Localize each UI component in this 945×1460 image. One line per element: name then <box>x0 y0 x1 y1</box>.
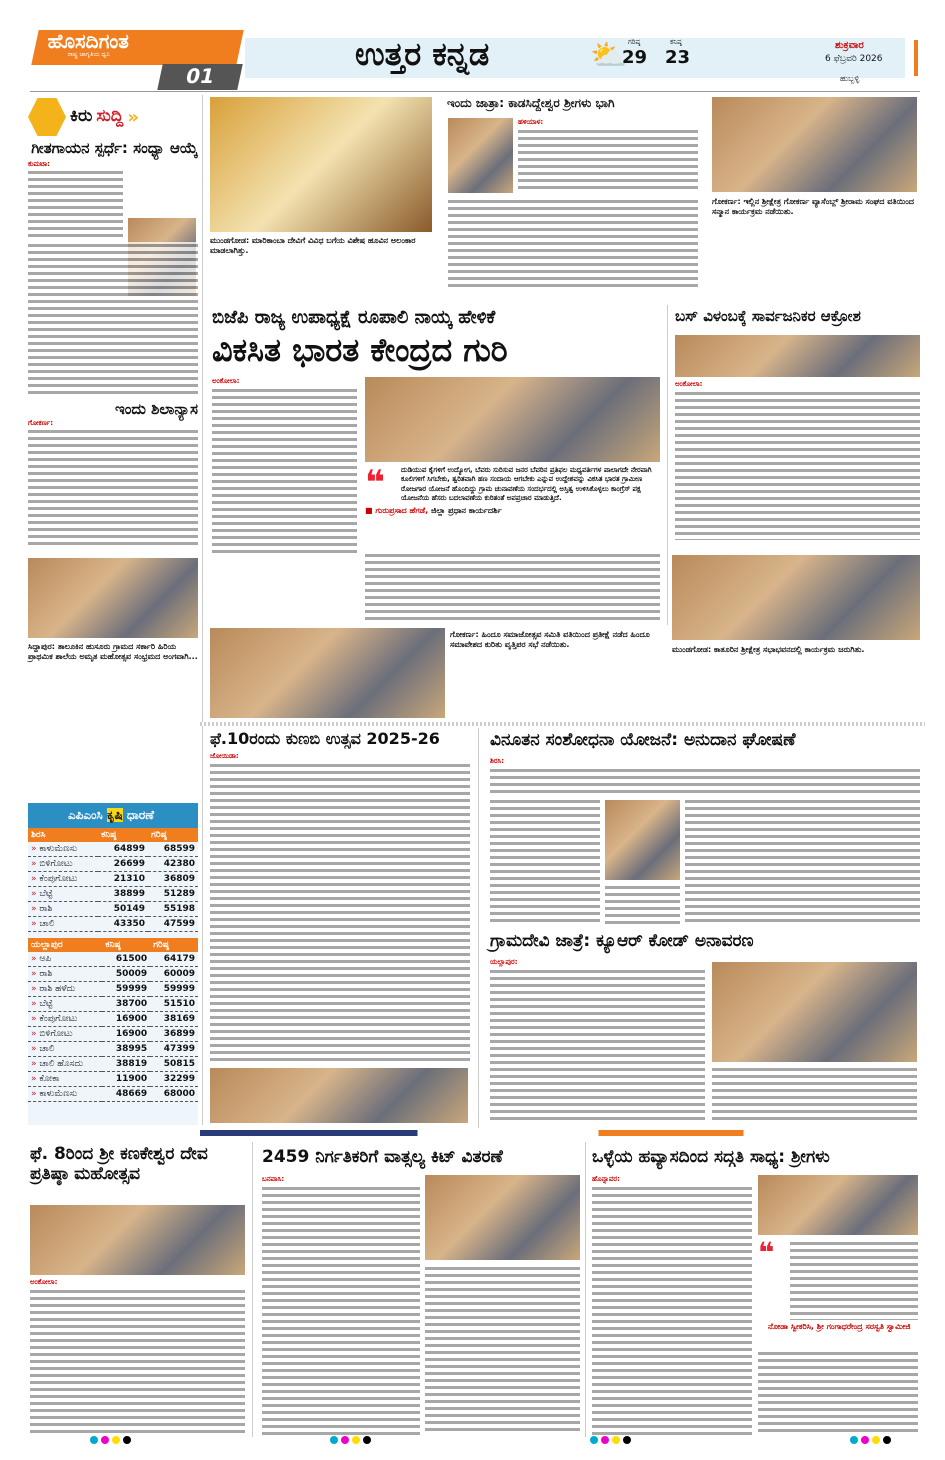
commodity-name: » ಬಿಳಿಗೋಟು <box>28 857 98 872</box>
headline: ಬಸ್ ವಿಳಂಬಕ್ಕೆ ಸಾರ್ವಜನಿಕರ ಆಕ್ರೋಶ <box>675 307 861 325</box>
commodity-name: » ಕಾಳುಮೆಣಸು <box>28 842 98 857</box>
commodity-name: » ಬೆಟ್ಟೆ <box>28 997 102 1012</box>
kicker: ಬಿಜೆಪಿ ರಾಜ್ಯ ಉಪಾಧ್ಯಕ್ಷೆ ರೂಪಾಲಿ ನಾಯ್ಕ ಹೇಳಿಕೆ <box>212 307 496 328</box>
max-temp: 29 <box>622 47 648 68</box>
min-price: 38995 <box>102 1042 150 1057</box>
caption: ಮುಂಡಗೋಡ: ಕಾತೂರಿನ ಶ್ರೀಕ್ಷೇತ್ರ ಸಭಾಭವನದಲ್ಲಿ ಕಾರ್ಯಕ್ರಮ ಜರುಗಿತು. <box>672 645 865 654</box>
max-price: 42380 <box>148 857 198 872</box>
headline: ಇಂದು ಶಿಲಾನ್ಯಾಸ <box>115 400 198 419</box>
max-price: 38169 <box>150 1012 198 1027</box>
photo <box>30 1205 245 1275</box>
apmc-price-table: ಎಪಿಎಂಸಿ ಕೃಷಿ ಧಾರಣೆ ಶಿರಸಿ ಕನಿಷ್ಠ ಗರಿಷ್ಠ » ಕಾಳುಮೆಣಸು 64899 68599 » ಬಿಳಿಗೋಟು 26699 42380 » ಕೆಂಪುಗೋಟು 21310 36809 » ಬೆಟ್ಟೆ 38899 51289 » ರಾಶಿ 50149 55198 » ಚಾಲಿ 43350 47599 ಯಲ್ಲಾಪುರ ಕನಿಷ್ಠ ಗರಿಷ್ಠ » ಆಪಿ 61500 64179 » ರಾಶಿ 50009 60009 » ರಾಶಿ ಹಳೆದು 59999 59999 » ಬೆಟ್ಟೆ 38700 51510 » ಕೆಂಪುಗೋಟು 16900 38169 » ಬಿಳಿಗೋಟು 16900 36899 » ಚಾಲಿ 38995 47399 » ಚಾಲಿ ಹೊಸದು 38819 50815 » ಕೋಕಾ 11900 32299 » ಕಾಳುಮೆಣಸು 48669 68000 <box>28 803 198 1125</box>
max-price: 36809 <box>148 872 198 887</box>
price-row <box>28 872 198 887</box>
price-row <box>28 982 198 997</box>
max-price: 55198 <box>148 902 198 917</box>
photo <box>210 97 432 232</box>
min-price: 26699 <box>98 857 148 872</box>
price-row <box>28 1057 198 1072</box>
quote-icon: ❝ <box>365 463 385 503</box>
photo <box>712 962 917 1062</box>
min-price: 64899 <box>98 842 148 857</box>
price-row <box>28 902 198 917</box>
price-row <box>28 1072 198 1087</box>
price-row <box>28 887 198 902</box>
caption: ಗೋಕರ್ಣ: ಇಲ್ಲಿನ ಶ್ರೀಕ್ಷೇತ್ರ ಗೋಕರ್ಣ ವ್ಯಾಸೆಂಬ್ಲ್ ಶ್ರೀರಾಮ ಸಂಘದ ವತಿಯಿಂದ ಸನ್ಮಾನ ಕಾರ್ಯಕ್ರಮ ನಡೆಯಿತು. <box>712 197 914 217</box>
price-row <box>28 952 198 967</box>
min-price: 50009 <box>102 967 150 982</box>
headline: ಗ್ರಾಮದೇವಿ ಜಾತ್ರೆ: ಕ್ಯೂಆರ್ ಕೋಡ್ ಅನಾವರಣ <box>490 931 754 951</box>
photo <box>365 377 660 462</box>
commodity-name: » ಚಾಲಿ <box>28 1042 102 1057</box>
max-price: 68599 <box>148 842 198 857</box>
min-price: 16900 <box>102 1027 150 1042</box>
max-price: 68000 <box>150 1087 198 1102</box>
brand-tagline: ರಾಷ್ಟ್ರ ಜಾಗೃತಿಯ ಧ್ವನಿ <box>67 51 110 58</box>
price-row <box>28 842 198 857</box>
hand-icon <box>28 98 66 136</box>
min-price: 43350 <box>98 917 148 932</box>
caption: ಮುಂಡಗೋಡ: ಮಾರಿಕಾಂಬಾ ದೇವಿಗೆ ವಿವಿಧ ಬಗೆಯ ವಿಶೇಷ ಹೂವಿನ ಅಲಂಕಾರ ಮಾಡಲಾಗಿತ್ತು. <box>210 236 416 256</box>
headline: ಇಂದು ಜಾತ್ರಾ: ಕಾಡಸಿದ್ದೇಶ್ವರ ಶ್ರೀಗಳು ಭಾಗಿ <box>447 96 615 110</box>
edition-title: ಉತ್ತರ ಕನ್ನಡ <box>355 35 490 73</box>
max-price: 47599 <box>148 917 198 932</box>
commodity-name: » ರಾಶಿ <box>28 967 102 982</box>
commodity-name: » ಚಾಲಿ ಹೊಸದು <box>28 1057 102 1072</box>
photo <box>605 800 680 880</box>
min-price: 59999 <box>102 982 150 997</box>
brand-name: ಹೊಸದಿಗಂತ <box>47 29 129 53</box>
min-price: 38700 <box>102 997 150 1012</box>
min-price: 48669 <box>102 1087 150 1102</box>
headline: ಗೀತಗಾಯನ ಸ್ಪರ್ಧೆ: ಸಂಧ್ಯಾ ಆಯ್ಕೆ <box>31 139 198 157</box>
page-number: 01 <box>157 64 243 90</box>
headline: ಫೆ.10ರಂದು ಕುಣಬಿ ಉತ್ಸವ 2025-26 <box>210 729 440 748</box>
day: ಶುಕ್ರವಾರ <box>835 40 864 51</box>
commodity-name: » ಕೋಕಾ <box>28 1072 102 1087</box>
price-row <box>28 967 198 982</box>
lead-headline: ವಿಕಸಿತ ಭಾರತ ಕೇಂದ್ರದ ಗುರಿ <box>212 331 508 369</box>
min-temp: 23 <box>665 47 691 68</box>
min-price: 38819 <box>102 1057 150 1072</box>
headline: ಫೆ. 8ರಿಂದ ಶ್ರೀ ಕಣಕೇಶ್ವರ ದೇವ ಪ್ರತಿಷ್ಠಾ ಮಹೋತ್ಸವ <box>30 1144 208 1184</box>
max-price: 47399 <box>150 1042 198 1057</box>
photo <box>758 1175 918 1235</box>
pull-quote: ❝ ದುಡಿಯುವ ಕೈಗಳಿಗೆ ಉದ್ಯೋಗ, ಬೆವರು ಸುರಿಸುವ ಜನರ ಬೆವರಿನ ಪ್ರತಿಫಲ ಮಧ್ಯವರ್ತಿಗಳ ಪಾಲಾಗದೇ ನೇರವಾಗಿ ಕೂಲಿಗಳಿಗೆ ಸಿಗಬೇಕು, ತ್ವರಿತವಾಗಿ ಹಣ ಸಂದಾಯ ಆಗಬೇಕು ಎನ್ನುವ ಉದ್ದೇಶವನ್ನು ವಿಕಸಿತ ಭಾರತ ಗ್ರಾಮೀಣ ರೋಜಗಾರ ಯೋಜನೆ ಹೊಂದಿದ್ದು ಗ್ರಾಮ ಚುನಾವಣೆಯ ಸಂದರ್ಭದಲ್ಲಿ ಅಸ್ತಿತ್ವ ಉಳಿಸಿಕೊಳ್ಳಲು ಕಾಂಗ್ರೆಸ್ ಪಕ್ಷ ಯೋಜನೆಯ ಹೆಸರು ಬದಲಾವಣೆಯ ಕುರಿತಂತೆ ಅಪಪ್ರಚಾರ ಮಾಡುತ್ತಿದೆ. ■ ಗುರುಪ್ರಸಾದ ಹೆಗಡೆ, ಜಿಲ್ಲಾ ಪ್ರಧಾನ ಕಾರ್ಯದರ್ಶಿ <box>365 463 652 515</box>
city: ಹುಬ್ಬಳ್ಳಿ <box>840 74 860 83</box>
max-price: 51510 <box>150 997 198 1012</box>
caption: ಗೋಕರ್ಣ: ಹಿಂದೂ ಸಮಾಜೋತ್ಸವ ಸಮಿತಿ ವತಿಯಿಂದ ಪ್ರತೀಕ್ಷೆ ನಡೆದ ಹಿಂದೂ ಸಮಾವೇಶದ ಕುರಿತು ವೃತ್ತಿಪರ ಸಭೆ ನಡೆಯಿತು. <box>450 630 650 650</box>
min-price: 50149 <box>98 902 148 917</box>
min-price: 16900 <box>102 1012 150 1027</box>
price-row <box>28 997 198 1012</box>
min-price: 38899 <box>98 887 148 902</box>
commodity-name: » ಕೆಂಪುಗೋಟು <box>28 872 98 887</box>
commodity-name: » ರಾಶಿ ಹಳೆದು <box>28 982 102 997</box>
price-row <box>28 917 198 932</box>
headline: ವಿನೂತನ ಸಂಶೋಧನಾ ಯೋಜನೆ: ಅನುದಾನ ಘೋಷಣೆ <box>490 730 796 750</box>
masthead: ಹೊಸದಿಗಂತ ರಾಷ್ಟ್ರ ಜಾಗೃತಿಯ ಧ್ವನಿ 01 ಉತ್ತರ ಕನ್ನಡ ⛅ ಗರಿಷ್ಠ 29 ಕನಿಷ್ಠ 23 ಶುಕ್ರವಾರ 6 ಫೆಬ್ರವರಿ 2026 ಹುಬ್ಬಳ್ಳಿ <box>30 30 920 92</box>
commodity-name: » ಬೆಟ್ಟೆ <box>28 887 98 902</box>
min-price: 21310 <box>98 872 148 887</box>
commodity-name: » ಚಾಲಿ <box>28 917 98 932</box>
commodity-name: » ರಾಶಿ <box>28 902 98 917</box>
max-price: 64179 <box>150 952 198 967</box>
photo <box>425 1175 580 1260</box>
date: 6 ಫೆಬ್ರವರಿ 2026 <box>825 54 883 64</box>
brand-logo <box>31 30 243 65</box>
quote-icon: ❝ <box>758 1236 775 1269</box>
price-row <box>28 1087 198 1102</box>
commodity-name: » ಬಿಳಿಗೋಟು <box>28 1027 102 1042</box>
photo <box>210 628 445 718</box>
price-row <box>28 857 198 872</box>
max-price: 59999 <box>150 982 198 997</box>
photo <box>712 97 917 192</box>
caption: ಸಿದ್ದಾಪುರ: ತಾಲೂಕಿನ ಹುಸೂರು ಗ್ರಾಮದ ಸರ್ಕಾರಿ ಹಿರಿಯ ಪ್ರಾಥಮಿಕ ಶಾಲೆಯ ಅಮೃತ ಮಹೋತ್ಸವ ಸಂಭ್ರಮದ ಅಂಗವಾಗಿ... <box>28 641 198 661</box>
min-price: 11900 <box>102 1072 150 1087</box>
headline: 2459 ನಿರ್ಗತಿಕರಿಗೆ ವಾತ್ಸಲ್ಯ ಕಿಟ್ ವಿತರಣೆ <box>262 1147 503 1167</box>
headline: ಒಳ್ಳೆಯ ಹವ್ಯಾಸದಿಂದ ಸದ್ಗತಿ ಸಾಧ್ಯ: ಶ್ರೀಗಳು <box>592 1147 830 1167</box>
max-price: 51289 <box>148 887 198 902</box>
weather-icon: ⛅ <box>590 38 628 73</box>
max-price: 36899 <box>150 1027 198 1042</box>
commodity-name: » ಆಪಿ <box>28 952 102 967</box>
max-price: 50815 <box>150 1057 198 1072</box>
min-price: 61500 <box>102 952 150 967</box>
photo <box>675 335 920 377</box>
photo <box>28 558 198 638</box>
kirusuddi-section: ಕಿರು ಸುದ್ದಿ » ಗೀತಗಾಯನ ಸ್ಪರ್ಧೆ: ಸಂಧ್ಯಾ ಆಯ್ಕೆ ಕುಮಟಾ: ಇಂದು ಶಿಲಾನ್ಯಾಸ ಗೋಕರ್ಣ: ಸಿದ್ದಾಪುರ: ತಾಲೂಕಿನ ಹುಸೂರು ಗ್ರಾಮದ ಸರ್ಕಾರಿ ಹಿರಿಯ ಪ್ರಾಥಮಿಕ ಶಾಲೆಯ ಅಮೃತ ಮಹೋತ್ಸವ ಸಂಭ್ರಮದ ಅಂಗವಾಗಿ... <box>28 98 198 798</box>
price-row <box>28 1012 198 1027</box>
commodity-name: » ಕೆಂಪುಗೋಟು <box>28 1012 102 1027</box>
price-row <box>28 1027 198 1042</box>
max-price: 32299 <box>150 1072 198 1087</box>
price-row <box>28 1042 198 1057</box>
commodity-name: » ಕಾಳುಮೆಣಸು <box>28 1087 102 1102</box>
photo <box>672 555 920 640</box>
photo <box>210 1068 468 1123</box>
photo <box>448 118 513 193</box>
max-price: 60009 <box>150 967 198 982</box>
